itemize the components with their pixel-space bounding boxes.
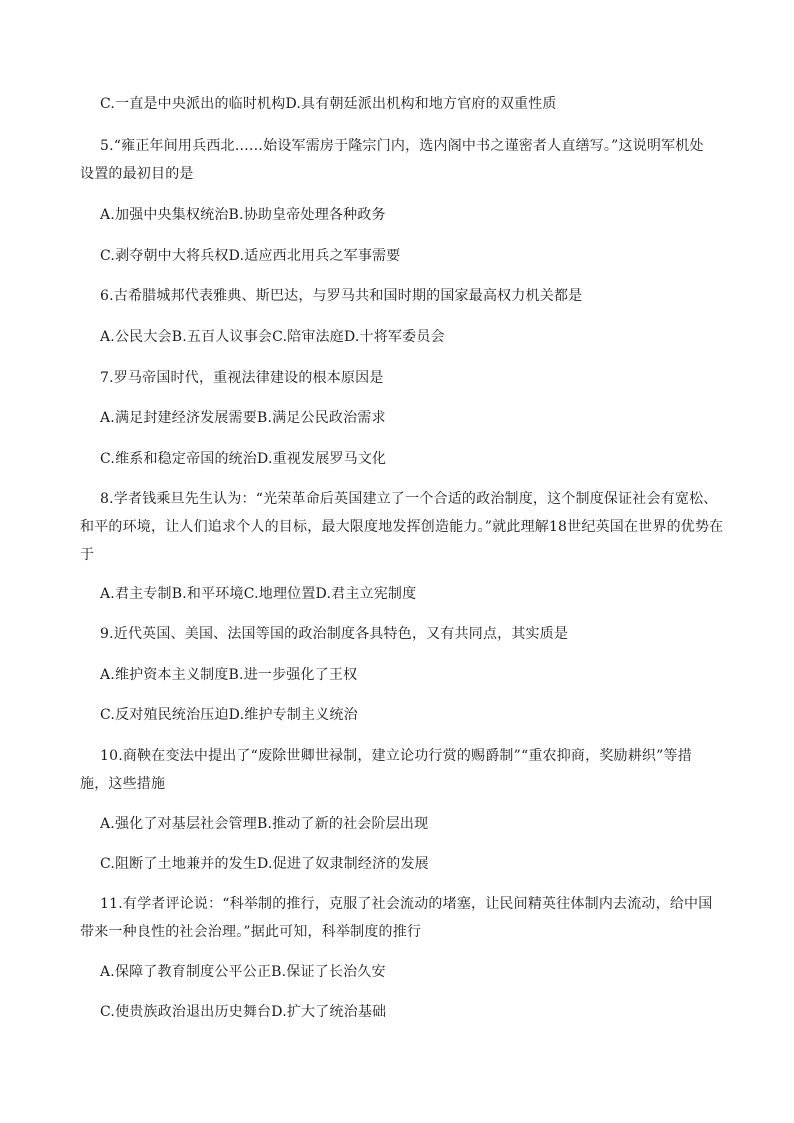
option-line-4cd: C.一直是中央派出的临时机构D.具有朝廷派出机构和地方官府的双重性质 [100,96,557,112]
option-line-5ab: A.加强中央集权统治B.协助皇帝处理各种政务 [100,207,386,223]
question-8-line-1: 8.学者钱乘旦先生认为：“光荣革命后英国建立了一个合适的政治制度，这个制度保证社会有宽松、 [100,491,718,507]
question-9: 9.近代英国、美国、法国等国的政治制度各具特色，又有共同点，其实质是 [100,626,569,642]
option-line-7cd: C.维系和稳定帝国的统治D.重视发展罗马文化 [100,451,387,467]
question-11-line-1: 11.有学者评论说：“科举制的推行，克服了社会流动的堵塞，让民间精英往体制内去流动，给中国 [100,896,713,912]
question-10-line-1: 10.商鞅在变法中提出了“废除世卿世禄制，建立论功行赏的赐爵制”“重农抑商，奖励耕织”等措 [100,748,692,764]
question-8-line-3: 于 [80,547,95,563]
option-line-11ab: A.保障了教育制度公平公正B.保证了长治久安 [100,964,386,980]
question-5-line-1: 5.“雍正年间用兵西北……始设军需房于隆宗门内，选内阁中书之谨密者人直缮写。”这说明军机处 [100,138,704,154]
option-line-8: A.君主专制B.和平环境C.地理位置D.君主立宪制度 [100,586,417,602]
question-8-line-2: 和平的环境，让人们追求个人的目标，最大限度地发挥创造能力。”就此理解18世纪英国在世界的优势在 [80,519,724,535]
question-11-line-2: 带来一种良性的社会治理。”据此可知，科举制度的推行 [80,924,422,940]
option-line-7ab: A.满足封建经济发展需要B.满足公民政治需求 [100,410,386,426]
option-line-10ab: A.强化了对基层社会管理B.推动了新的社会阶层出现 [100,816,429,832]
question-6: 6.古希腊城邦代表雅典、斯巴达，与罗马共和国时期的国家最高权力机关都是 [100,288,583,304]
option-line-11cd: C.使贵族政治退出历史舞台D.扩大了统治基础 [100,1004,387,1020]
option-line-9cd: C.反对殖民统治压迫D.维护专制主义统治 [100,707,358,723]
option-line-9ab: A.维护资本主义制度B.进一步强化了王权 [100,667,358,683]
option-line-6: A.公民大会B.五百人议事会C.陪审法庭D.十将军委员会 [100,329,445,345]
question-7: 7.罗马帝国时代，重视法律建设的根本原因是 [100,370,384,386]
option-line-10cd: C.阻断了土地兼并的发生D.促进了奴隶制经济的发展 [100,856,429,872]
option-line-5cd: C.剥夺朝中大将兵权D.适应西北用兵之军事需要 [100,248,401,264]
question-5-line-2: 设置的最初目的是 [80,166,194,182]
question-10-line-2: 施，这些措施 [80,776,166,792]
